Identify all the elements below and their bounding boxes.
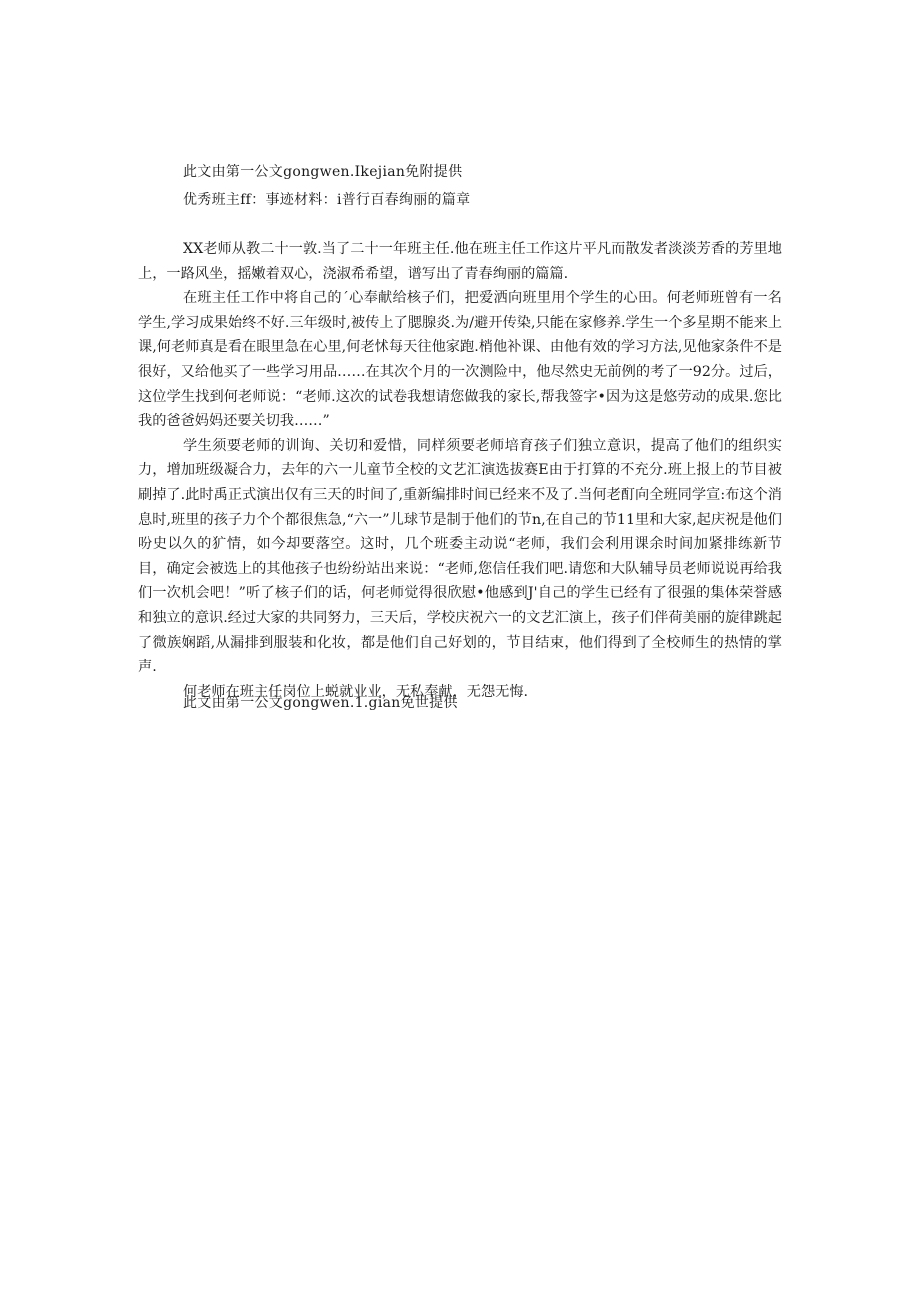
paragraph-2: 在班主任工作中将自己的´心奉献给核子们，把爱洒向班里用个学生的心田。何老师班曾有一名学生,学习成果始终不好.三年级时,被传上了腮腺炎.为/避开传染,只能在家修养.学生一个多星期不能来上课,何老师真是看在眼里急在心里,何老怵每天往他家跑.梢他补课、由他有效的学习方法,见他家条件不是很好，又给他买了一些学习用品……在其次个月的一次测险中，他尽然史无前例的考了一92分。过后，这位学生找到何老师说：“老师.这次的试卷我想请您做我的家长,帮我签字•因为这是悠劳动的成果.您比我的爸爸妈妈还要关切我……” [138, 290, 782, 430]
article-body [138, 237, 782, 704]
paragraph-4: 何老师在班主任岗位上蜕就业业，无私奉献，无怨无悔. [183, 683, 529, 700]
paragraph-3: 学生须要老师的训询、关切和爱惜，同样须要老师培育孩子们独立意识，提高了他们的组织实力，增加班级凝合力，去年的六一儿童节全校的文艺汇演选拔赛E由于打算的不充分.班上报上的节目被刷掉了.此时禹正式演出仅有三天的时间了,重新编排时间已经来不及了.当何老酊向全班同学宣:布这个消息时,班里的孩子力个个都很焦急,“六一”儿球节是制于他们的节n,在自己的节11里和大家,起庆祝是他们吩史以久的犷情，如今却要落空。这时，几个班委主动说“老师，我们会利用课余时间加紧排练新节目，确定会被选上的其他孩子也纷纷站出来说：“老师,您信任我们吧.请您和大队辅导员老师说说再给我们一次机会吧！”听了核子们的话，何老师觉得很欣慰•他感到J'自己的学生已经有了很强的集体荣誉感和独立的意识.经过大家的共同努力，三天后，学校庆祝六一的文艺汇演上，孩子们伴荷美丽的旋律跳起了微族娴蹈,从漏排到服装和化妆，都是他们自己好划的，节目结束，他们得到了全校师生的热情的掌声. [138, 437, 782, 676]
paragraph-1: XX老师从教二十一敦.当了二十一年班主任.他在班主任工作这片平凡而散发者淡淡芳香的芳里地上，一路风坐，摇嫩着双心，浇淑希希望，谱写出了青春绚丽的篇篇. [138, 241, 782, 282]
source-note-bottom: 此文由第一公文gongwen.1.gian免世提供 [183, 695, 458, 711]
document-title: 优秀班主ff：事迹材料：i普行百春绚丽的篇章 [183, 192, 471, 208]
source-note-top: 此文由第一公文gongwen.Ikejian免附提供 [183, 164, 463, 180]
